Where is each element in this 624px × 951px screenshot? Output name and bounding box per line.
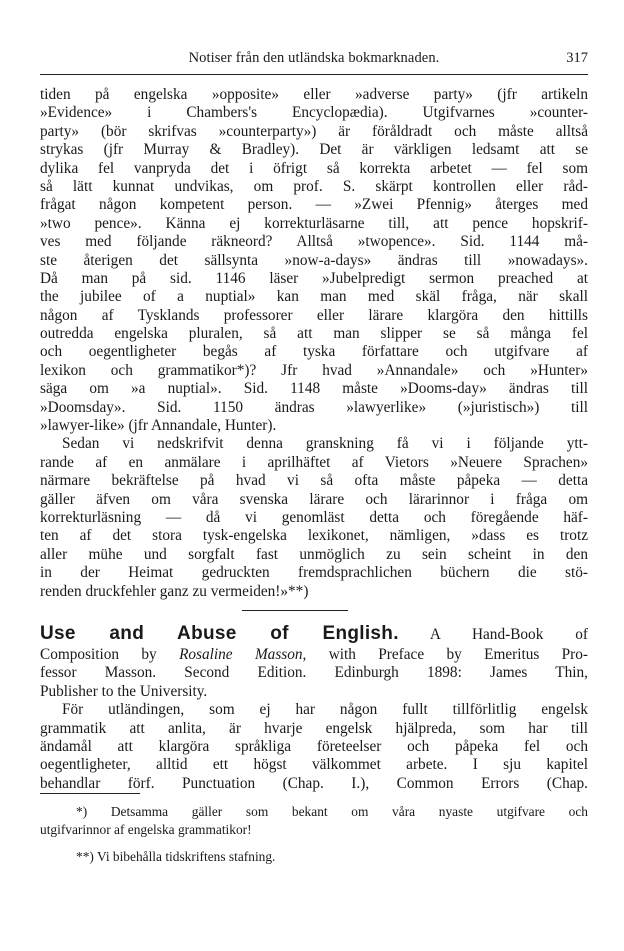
text-line: Då man på sid. 1146 läser »Jubelpredigt sermon preached at bbox=[40, 269, 588, 287]
text-line: behandlar förf. Punctuation (Chap. I.), Common Errors (Chap. bbox=[40, 774, 588, 792]
text-line: fessor Masson. Second Edition. Edinburgh 1898: James Thin, bbox=[40, 664, 588, 682]
footnote-line: *) Detsamma gäller som bekant om våra nyaste utgifvare och bbox=[76, 804, 588, 819]
text-line: strykas (jfr Murray & Bradley). Det är värkligen ledsamt att se bbox=[40, 141, 588, 159]
text-line: oegentligheter, alltid ett högst välkommet arbete. I sju kapitel bbox=[40, 756, 588, 774]
text-line: ste återigen det sällsynta »now-a-days» ändras till »nowadays». bbox=[40, 251, 588, 269]
footnote-line: **) Vi bibehålla tidskriftens stafning. bbox=[76, 849, 276, 864]
text-line: grammatik att anlita, är hvarje engelsk hjälpreda, som har till bbox=[40, 719, 588, 737]
credit-suffix: with Preface by Emeritus Pro- bbox=[328, 646, 589, 663]
footnote-rule bbox=[40, 793, 140, 794]
footnote-gap bbox=[40, 838, 588, 848]
book-title: Use and Abuse of English. bbox=[40, 623, 399, 644]
text-line: lexikon och grammatikor*)? Jfr hvad »Annandale» och »Hunter» bbox=[40, 361, 588, 379]
text-line: gäller äfven om våra svenska lärare och lärarinnor i fråga om bbox=[40, 490, 588, 508]
text-line: outredda engelska pluralen, så att man slipper se så många fel bbox=[40, 325, 588, 343]
running-header bbox=[40, 50, 588, 72]
text-line: ändamål att klargöra språkliga företeelser och påpeka fel och bbox=[40, 737, 588, 755]
text-line: »Doomsday». Sid. 1150 ändras »lawyerlike» (»juristisch») till bbox=[40, 398, 588, 416]
text-line: någon af Tysklands professorer eller lärare klargöra den hittills bbox=[40, 306, 588, 324]
text-line: frågat någon kompetent person. — »Zwei Pfennig» återges med bbox=[40, 196, 588, 214]
text-line: närmare bekräftelse på hvad vi så ofta måste påpeka — detta bbox=[40, 472, 588, 490]
text-line: ves med följande räkneord? Alltså »twopence». Sid. 1144 må- bbox=[40, 233, 588, 251]
footnotes bbox=[40, 803, 588, 866]
text-line: tiden på engelska »opposite» eller »adverse party» (jfr artikeln bbox=[40, 86, 588, 103]
text-line: dylika fel vanpryda det i öfrigt så korrekta arbetet — fel som bbox=[40, 159, 588, 177]
text-line: Publisher to the University. bbox=[40, 682, 208, 700]
text-line: korrekturläsning — då vi genomläst detta och föregående häf- bbox=[40, 508, 588, 526]
text-line: och oegentligheter begås af tyska författare och utgifvare af bbox=[40, 343, 588, 361]
text-line: »lawyer-like» (jfr Annandale, Hunter). bbox=[40, 417, 277, 435]
author-name: Rosaline Masson, bbox=[179, 646, 307, 663]
text-line: säga om »a nuptial». Sid. 1148 måste »Dooms-day» ändras till bbox=[40, 380, 588, 398]
credit-prefix: Composition by bbox=[40, 646, 157, 663]
footnote-line: utgifvarinnor af engelska grammatikor! bbox=[40, 821, 252, 837]
book-subtitle: A Hand-Book of bbox=[429, 626, 588, 643]
text-line: Sedan vi nedskrifvit denna granskning få vi i följande ytt- bbox=[62, 435, 588, 453]
header-rule bbox=[40, 74, 588, 75]
text-line: in der Heimat gedruckten fremdsprachlichen büchern die stö- bbox=[40, 564, 588, 582]
running-title: Notiser från den utländska bokmarknaden. bbox=[188, 50, 440, 66]
text-line: the jubilee of a nuptial» kan man med skäl fråga, när skall bbox=[40, 288, 588, 306]
text-line: rande af en anmälare i aprilhäftet af Vietors »Neuere Sprachen» bbox=[40, 453, 588, 471]
review-credit-line bbox=[40, 646, 588, 664]
text-line: renden druckfehler ganz zu vermeiden!»**) bbox=[40, 582, 309, 600]
review-heading-line bbox=[40, 622, 588, 646]
article-body bbox=[40, 86, 588, 601]
page-number: 317 bbox=[566, 50, 588, 66]
text-line: För utländingen, som ej har någon fullt tillförlitlig engelsk bbox=[62, 701, 588, 719]
text-line: så lätt kunnat undvikas, om prof. S. skärpt kontrollen eller råd- bbox=[40, 177, 588, 195]
text-line: ten af det stora tysk-engelska lexikonet, nämligen, »dass es trotz bbox=[40, 527, 588, 545]
book-review bbox=[40, 622, 588, 793]
text-line: aller mühe und sorgfalt fast unmöglich zu sein scheint in den bbox=[40, 545, 588, 563]
text-line: »two pence». Känna ej korrekturläsarne till, att pence hopskrif- bbox=[40, 214, 588, 232]
text-line: party» (bör skrifvas »counterparty») är föråldradt och måste alltså bbox=[40, 122, 588, 140]
section-divider bbox=[242, 610, 348, 611]
text-line: »Evidence» i Chambers's Encyclopædia). Utgifvarnes »counter- bbox=[40, 104, 588, 122]
